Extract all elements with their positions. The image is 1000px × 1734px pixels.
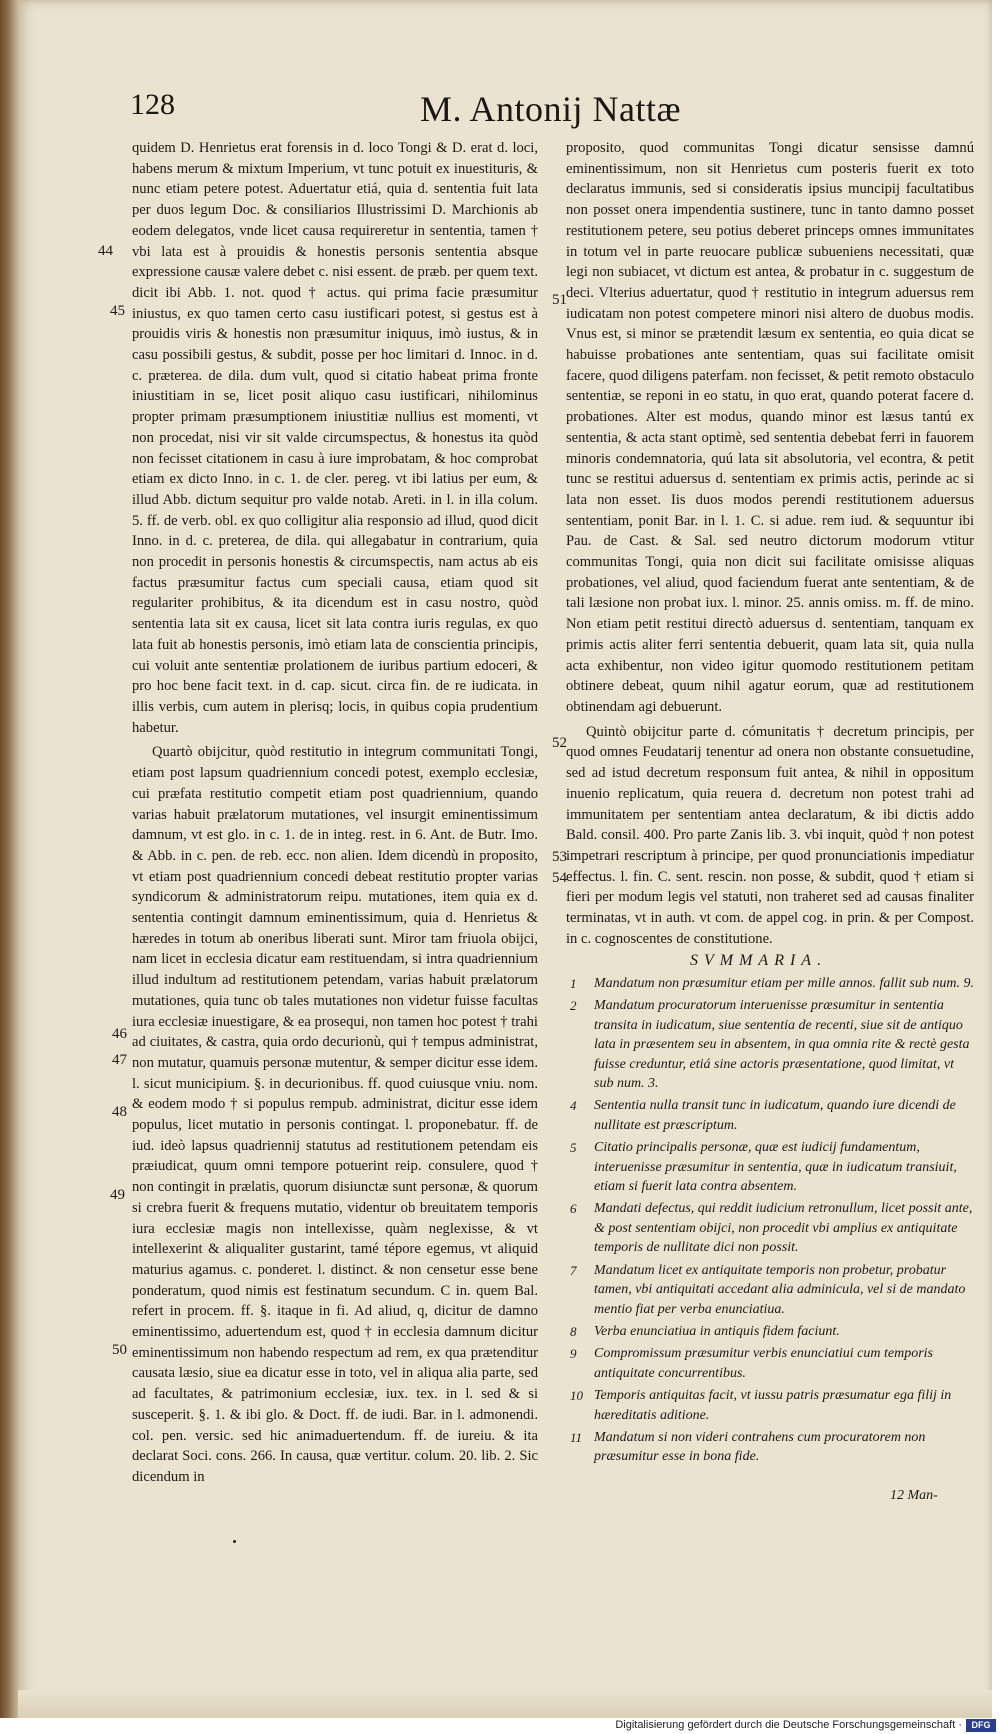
summaria-item-number: 1 [570,976,577,991]
margin-number-48: 48 [112,1104,127,1120]
margin-number-49: 49 [110,1187,125,1203]
summaria-item [566,1199,974,1257]
page-header [120,88,960,128]
summaria-item-text: Mandatum procuratorum interuenisse præsumitur in sententia transita in iudicatum, siue sententia de recenti, siue sit de antiquo lata in præsentem seu in absentem, in qua omnia rite & rectè gesta fuisse creduntur, etiá sine actoris præsentatione, quod limitat, vt sub num. 3. [594,998,970,1092]
summaria-item [566,974,974,993]
footer-credit: Digitalisierung gefördert durch die Deutsche Forschungsgemeinschaft · [615,1719,962,1731]
running-title: M. Antonij Nattæ [420,89,682,129]
summaria-item-number: 4 [570,1098,577,1114]
margin-number-45: 45 [110,303,125,319]
summaria-item [566,1138,974,1196]
summaria-heading: SVMMARIA. [690,952,828,969]
summaria-item [566,996,974,1093]
book-binding-edge [0,0,18,1734]
margin-number-51: 51 [552,292,567,308]
left-paragraph-1: quidem D. Henrietus erat forensis in d. loco Tongi & D. erat d. loci, habens merum & mixtum Imperium, vt tunc potuit ex inuestituris, & nunc etiam petere potest. Aduertatur etiá, quia d. sententia fuit lata per duos legum Doc. & consiliarios Illustrissimi D. Marchionis ab eodem delegatos, vnde licet causa requireretur in sententia, tamen † vbi lata est à prouidis & honestis personis sententia absque expressione causæ valere debet c. nisi essent. de præb. per quem text. dicit ibi Abb. 1. not. quod † actus. qui prima facie præsumitur iniustus, ex quo tamen certo casu iustificari potest, si gestus est à prouidis viris & honestis non præsumitur iniquus, imò iustus, & in casu possibili gestus, & subdit, posse per hoc limitari d. Innoc. in d. c. præterea. de dila. dum vult, quod si citatio habeat prima fronte iniustitiam in se, licet posit aliquo casu iustificari, nihilominus propter primam præsumptionem iniustitiæ nullius est momenti, vt non procedat, nisi vir sit valde circumspectus, & honestus ita quòd non fecisset citationem in casu à iure improbatam, & hoc comprobat etiam ex dicto Inno. in c. 1. de cler. pereg. vt ibi latius per eum, & illud Abb. dictum sequitur pro valde notab. Areti. in l. in illa colum. 5. ff. de verb. obl. ex quo colligitur alia responsio ad illud, quod dicit Inno. in d. c. preterea, de dila. qui allegabatur in contrarium, quia non procedit in personis honestis & circumspectis, nam actus ab eis factus præsumitur factus cum speciali causa, etiam quod sit regulariter prohibitus, & ita dicendum est in casu nostro, quòd sententia lata sit ex causa, licet sit lata contra iuris regulas, ex quo lata fuit ab honestis personis, imò etiam lata de conscientia principis, cui voluit ante sententiæ prolationem de iuribus partium edoceri, & pro hoc bene facit text. in d. cap. sicut. circa fin. de re iudicata. in illis verbis, cum autem in plerisq; locis, in quibus copia prudentium habetur. [132,140,538,736]
summaria-item-text: Temporis antiquitas facit, vt iussu patris præsumatur ega filij in hæreditatis aditione. [594,1388,952,1423]
margin-number-46: 46 [112,1026,127,1042]
summaria-item [566,1261,974,1319]
summaria-item-text: Mandatum si non videri contrahens cum procuratorem non præsumitur esse in bona fide. [594,1429,926,1465]
summaria-item-text: Mandatum licet ex antiquitate temporis non probetur, probatur tamen, vbi antiquitati accedant alia adminicula, vel si de mandato mentio fiat per verba enunciatiua. [594,1262,966,1317]
margin-number-47: 47 [112,1052,127,1068]
margin-number-52: 52 [552,735,567,751]
left-paragraph-2: Quartò obijcitur, quòd restitutio in integrum communitati Tongi, etiam post lapsum quadriennium concedi potest, exemplo ecclesiæ, cui præfata restitutio competit etiam post quadriennium, quando varias habuit prælatorum mutationes, vel insurgit eminentissimum damnum, vt est glo. in c. 1. de in integ. rest. in 6. Ant. de Butr. Imo. & Abb. in c. pen. de reb. ecc. non alien. Idem dicendù in proposito, vt etiam post quadriennium concedi debeat restitutio propter varias syndicorum & administratorum reipu. mutationes, item quia ex d. sententia contingit damnum eminentissimum, quia d. Henrietus & hæredes in totum ab oneribus liberati sunt. Miror tam friuola obijci, nam licet in ecclesia dicatur eam restituendam, si intra quadriennium illud indultum ad restitutionem petendam, varias habuit prælatorum mutationes, quia tunc ob tales mutationes non videtur fuisse facultas iura ecclesiæ inuestigare, & ea prosequi, non tamen hoc potest † trahi ad ciuitates, & castra, quia ordo decurionù, qui † tempus administrat, non mutatur, quamuis personæ mutentur, & semper dicitur esse idem. l. sicut municipium. §. in decurionibus. ff. quod cuiusque vniu. nom. & eodem modo † si populus rempub. administrat, dicitur esse idem populus, licet mutatio in personis contingat. l. proponebatur. ff. de iud. ideò lapsus quadriennij statutus ad restitutionem petendam eis præiudicat, quum omni tempore potuerint reip. consulere, quod † non contingit in prælatis, quorum disiunctæ sunt personæ, & quorum si crebra fuerit & frequens mutatio, videntur ob breuitatem temporis iura ecclesiæ magis non intellexisse, quàm neglexisse, & vt intellexerint & aliqualiter gustarint, tamé tépore egemus, vt aliquid maturius agamus. c. ponderet. l. distinct. & non censetur esse bene ponderatum, quod nimis est festinatum secundum. C in. quem Bal. refert in procem. ff. §. itaque in fi. Ad aliud, q, dicitur de damno eminentissimo, aduertendum est, quod † in ecclesia damnum dicitur eminentissimum non habendo respectum ad rem, ex qua prætenditur causata læsio, siue ea dicatur esse in toto, vel in aliqua alia parte, sed ad facultates, & patrimonium ecclesiæ, iux. tex. in l. sed & si susceperit. §. 1. & ibi glo. & Doct. ff. de iudi. Bar. in l. admonendi. col. pen. versic. sed hic animaduertendum. ff. de iureiu. & ita declarat Soci. cons. 266. In causa, quæ vertitur. colum. 20. lib. 2. Sic dicendum in [132,744,538,1485]
summaria-item [566,1322,974,1341]
right-paragraph-1: proposito, quod communitas Tongi dicatur sensisse damnú eminentissimum, non sit Henrietus cum posteris fuerit ex toto declaratus immunis, sed si consideratis ipsius muncipij facultatibus non posset onera impendentia sustinere, tunc in tanto damno posset restitutionem petere, seu potius deberet princeps omnes immunitates in totum vel in parte reuocare publicæ subueniens necessitati, quæ legi non subiacet, vt dictum est antea, & probatur in c. suggestum de deci. Vlterius aduertatur, quod † restitutio in integrum aduersus rem iudicatam non potest competere minori nisi altero de duobus modis. Vnus est, si minor se prætendit læsum ex sententia, eo quia dicat se habuisse probationes ante sententiam, quas sui facilitate omisit facere, quod diligens paterfam. non fecisset, & petit remoto obstaculo sententiæ, se reponi in eo statu, in quo erat, quando poterat facere d. probationes. Alter est modus, quando minor est læsus tantú ex sententia, & acta stant optimè, sed sententia debebat ferri in fauorem minoris condemnatoria, quú lata sit absolutoria, vel econtra, & petit tunc se restitui aduersus d. sententiam ex primis actis, perinde ac si lata non esset. Iis duos modos perendi restitutionem aduersus sententiam, ponit Bar. in l. 1. C. si adue. rem iud. & sequuntur ibi Pau. de Cast. & Sal. sed neutro dictorum modorum vtitur communitas Tongi, quia non dicit sui facilitate omisisse aliquas probationes, vel aliud, quod faciendum fuerat ante sententiam, & de tali læsione non probat iux. l. minor. 25. annis omiss. m. ff. de mino. Non etiam petit restitui directò aduersus d. sententiam, tanquam ex primis actis aliter ferri sententia debuerit, quam lata sit, quia nulla acta exhibentur, non video igitur quomodo restitutionem petitam obtinere debeat, quum nihil agatur eorum, quæ ad restitutionem obtinendam agi debuerunt. [566,140,974,715]
margin-number-50: 50 [112,1342,127,1358]
dfg-logo-icon: DFG [966,1719,996,1732]
summaria-item [566,1386,974,1425]
page-bottom-edge [18,1690,992,1720]
summaria-item [566,1096,974,1135]
summaria-item-number: 5 [570,1140,577,1156]
summaria-item-number: 9 [570,1346,577,1362]
summaria-item-text: Mandatum non præsumitur etiam per mille annos. fallit sub num. 9. [594,976,974,991]
right-paragraph-2: Quintò obijcitur parte d. cómunitatis † decretum principis, per quod omnes Feudatarij tenentur ad onera non obstante consuetudine, sed ad istud decretum responsum fuit antea, & nihil in oppositum inuenio replicatum, quia reuera d. decretum non potest trahi ad immunitatem per sententiam antea declaratum, & ibi dictis addo Bald. consil. 400. Pro parte Zanis lib. 3. vbi inquit, quòd † non potest impetrari rescriptum à principe, per quod pronunciationis impediatur effectus. l. fin. C. sent. rescin. non posse, & subdit, quod † etiam si fieri per modum legis vel statuti, non traheret sed ad causas finaliter terminatas, vt in auth. vt com. de appel cog. in prin. & per Compost. in c. cognoscentes de constitutione. [566,723,974,947]
catchword: 12 Man- [890,1488,938,1503]
summaria-item-text: Citatio principalis personæ, quæ est iudicij fundamentum, interuenisse præsumitur in sententia, quæ in iudicatum transiuit, etiam si fuerit lata contra absentem. [594,1140,957,1195]
summaria-list [566,974,974,1470]
summaria-item-text: Mandati defectus, qui reddit iudicium retronullum, licet possit ante, & post sententiam obijci, non procedit vbi amplius ex antiquitate temporis de nullitate dici non possit. [594,1201,973,1256]
margin-number-44: 44 [98,243,113,259]
margin-number-53: 53 [552,849,567,865]
margin-number-54: 54 [552,870,567,886]
summaria-item-number: 8 [570,1323,577,1339]
summaria-item [566,1428,974,1467]
left-text-column [132,138,538,1488]
summaria-item [566,1344,974,1383]
ink-speck [233,1540,236,1543]
summaria-item-number: 10 [570,1388,583,1404]
summaria-item-number: 7 [570,1262,577,1278]
page-number: 128 [130,88,175,121]
summaria-item-text: Compromissum præsumitur verbis enunciatiui cum temporis antiquitate concurrentibus. [594,1346,933,1381]
summaria-item-number: 2 [570,998,577,1014]
summaria-item-number: 6 [570,1201,577,1217]
summaria-item-text: Sententia nulla transit tunc in iudicatum, quando iure dicendi de nullitate est præscriptum. [594,1098,956,1133]
summaria-item-number: 11 [570,1429,583,1445]
right-text-column [566,138,974,949]
summaria-item-text: Verba enunciatiua in antiquis fidem faciunt. [594,1323,840,1339]
footer-bar [0,1718,1000,1734]
